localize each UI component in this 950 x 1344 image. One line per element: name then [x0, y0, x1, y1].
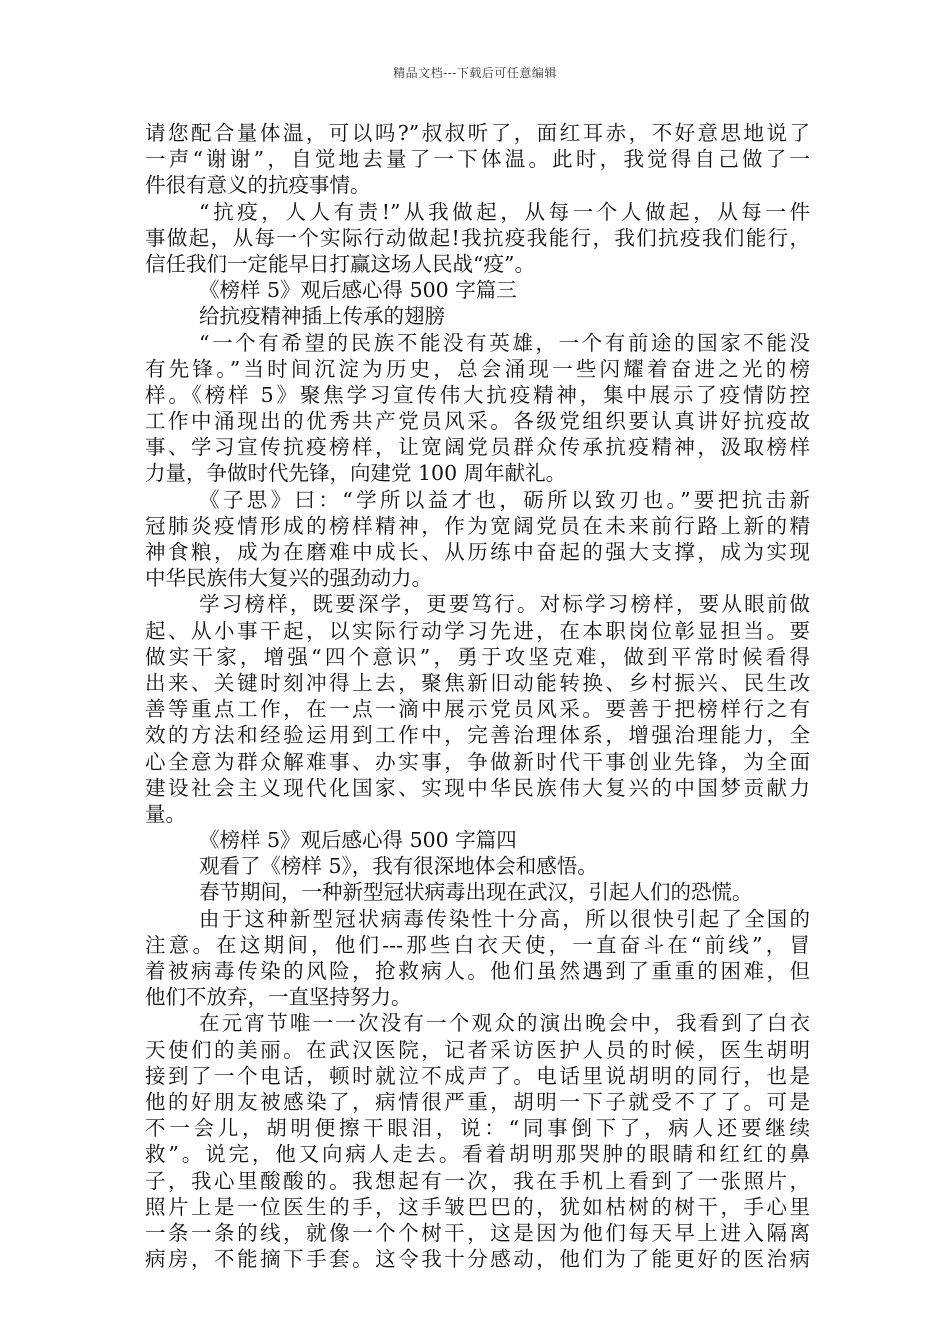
- text-line: 力量，争做时代先锋，向建党 100 周年献礼。: [145, 461, 567, 486]
- text-line: 量。: [145, 801, 186, 826]
- text-line: 不一会儿，胡明便擦干眼泪，说：“同事倒下了，病人还要继续: [145, 1116, 810, 1141]
- text-line: 照片上是一位医生的手，这手皱巴巴的，犹如枯树的树干，手心里: [145, 1194, 810, 1219]
- text-line: 出来、关键时刻冲得上去，聚焦新旧动能转换、乡村振兴、民生改: [145, 670, 810, 695]
- text-line: 一条一条的线，就像一个个树干，这是因为他们每天早上进入隔离: [145, 1220, 810, 1245]
- text-line: 事、学习宣传抗疫榜样，让宽阔党员群众传承抗疫精神，汲取榜样: [145, 435, 810, 460]
- text-line: 请您配合量体温，可以吗?”叔叔听了，面红耳赤，不好意思地说了: [145, 121, 810, 145]
- page-header: 精品文档---下载后可任意编辑: [393, 66, 557, 80]
- text-line: 心全意为群众解难事、办实事，争做新时代干事创业先锋，为全面: [145, 749, 810, 774]
- text-line: 给抗疫精神插上传承的翅膀: [199, 304, 445, 329]
- text-line: 事做起，从每一个实际行动做起!我抗疫我能行，我们抗疫我们能行，: [145, 225, 810, 250]
- document-body: [145, 120, 810, 1272]
- text-line: 学习榜样，既要深学，更要笃行。对标学习榜样，要从眼前做: [199, 592, 810, 617]
- text-line: 子，我心里酸酸的。我想起有一次，我在手机上看到了一张照片，: [145, 1168, 810, 1193]
- text-line: 建设社会主义现代化国家、实现中华民族伟大复兴的中国梦贡献力: [145, 775, 810, 800]
- text-line: 《榜样 5》观后感心得 500 字篇三: [199, 278, 517, 303]
- text-line: 病房，不能摘下手套。这令我十分感动，他们为了能更好的医治病: [145, 1247, 810, 1272]
- text-line: 工作中涌现出的优秀共产党员风采。各级党组织要认真讲好抗疫故: [145, 409, 810, 434]
- text-line: 着被病毒传染的风险，抢救病人。他们虽然遇到了重重的困难，但: [145, 959, 810, 983]
- text-line: 件很有意义的抗疫事情。: [145, 173, 371, 198]
- text-line: 他们不放弃，一直坚持努力。: [145, 985, 412, 1010]
- text-line: 《子思》曰：“学所以益才也，砺所以致刃也。”要把抗击新: [199, 487, 810, 512]
- text-line: 起、从小事干起，以实际行动学习先进，在本职岗位彰显担当。要: [145, 618, 810, 643]
- text-line: 一声“谢谢”，自觉地去量了一下体温。此时，我觉得自己做了一: [145, 147, 810, 172]
- text-line: 在元宵节唯一一次没有一个观众的演出晚会中，我看到了白衣: [199, 1011, 810, 1036]
- text-line: 信任我们一定能早日打赢这场人民战“疫”。: [145, 251, 535, 276]
- text-line: 观看了《榜样 5》，我有很深地体会和感悟。: [199, 854, 598, 879]
- text-line: 有先锋。”当时间沉淀为历史，总会涌现一些闪耀着奋进之光的榜: [145, 356, 810, 381]
- text-line: “一个有希望的民族不能没有英雄，一个有前途的国家不能没: [199, 330, 810, 355]
- text-line: 样。《榜样 5》聚焦学习宣传伟大抗疫精神，集中展示了疫情防控: [145, 382, 810, 407]
- text-line: 中华民族伟大复兴的强劲动力。: [145, 566, 432, 591]
- text-line: 春节期间，一种新型冠状病毒出现在武汉，引起人们的恐慌。: [199, 880, 753, 905]
- text-line: 接到了一个电话，顿时就泣不成声了。电话里说胡明的同行，也是: [145, 1063, 810, 1088]
- text-line: 他的好朋友被感染了，病情很严重，胡明一下子就受不了了。可是: [145, 1089, 810, 1114]
- text-line: 效的方法和经验运用到工作中，完善治理体系，增强治理能力，全: [145, 723, 810, 748]
- text-line: 善等重点工作，在一点一滴中展示党员风采。要善于把榜样行之有: [145, 697, 810, 722]
- text-line: 天使们的美丽。在武汉医院，记者采访医护人员的时候，医生胡明: [145, 1037, 810, 1062]
- text-line: 《榜样 5》观后感心得 500 字篇四: [199, 828, 517, 853]
- text-line: 由于这种新型冠状病毒传染性十分高，所以很快引起了全国的: [199, 906, 810, 931]
- text-line: “抗疫，人人有责!”从我做起，从每一个人做起，从每一件: [199, 199, 810, 224]
- text-line: 做实干家，增强“四个意识”，勇于攻坚克难，做到平常时候看得: [145, 644, 810, 669]
- text-line: 神食粮，成为在磨难中成长、从历练中奋起的强大支撑，成为实现: [145, 540, 810, 564]
- text-line: 冠肺炎疫情形成的榜样精神，作为宽阔党员在未来前行路上新的精: [145, 513, 810, 538]
- text-line: 救”。说完，他又向病人走去。看着胡明那哭肿的眼睛和红红的鼻: [145, 1142, 810, 1167]
- text-line: 注意。在这期间，他们---那些白衣天使，一直奋斗在“前线”，冒: [145, 932, 810, 957]
